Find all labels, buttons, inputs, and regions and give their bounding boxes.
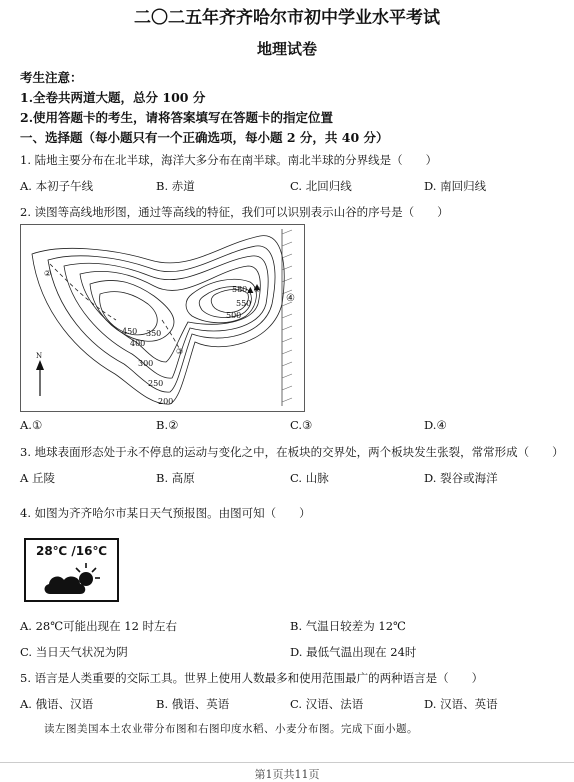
contour-label-350: 350 xyxy=(146,329,162,338)
marker-2: ② xyxy=(44,269,52,278)
option-d: D. 最低气温出现在 24时 xyxy=(290,645,417,659)
marker-3: ③ xyxy=(176,347,184,356)
option-d: D. 汉语、英语 xyxy=(424,697,498,711)
option-c: C. 当日天气状况为阴 xyxy=(20,645,128,659)
option-a: A 丘陵 xyxy=(20,471,55,485)
map-edge-hatching xyxy=(282,230,292,402)
option-a: A. 俄语、汉语 xyxy=(20,697,94,711)
option-a: A. 本初子午线 xyxy=(20,179,94,193)
option-b: B. 气温日较差为 12℃ xyxy=(290,619,406,633)
contour-map xyxy=(20,224,305,412)
option-d: D. 南回归线 xyxy=(424,179,487,193)
footer-divider xyxy=(0,762,574,763)
partly-cloudy-icon xyxy=(26,560,117,600)
option-c: C. 汉语、法语 xyxy=(290,697,364,711)
notice-rule: 2.使用答题卡的考生，请将答案填写在答题卡的指定位置 xyxy=(20,110,334,125)
reading-intro: 读左图美国本土农业带分布图和右图印度水稻、小麦分布图。完成下面小题。 xyxy=(44,723,418,735)
option-a: A. 28℃可能出现在 12 时左右 xyxy=(20,619,178,633)
option-c: C. 山脉 xyxy=(290,471,329,485)
contour-label-200: 200 xyxy=(158,397,174,406)
marker-4: ④ xyxy=(286,293,295,304)
question-stem: 4. 如图为齐齐哈尔市某日天气预报图。由图可知（ ） xyxy=(20,506,311,520)
contour-label-400: 400 xyxy=(130,339,146,348)
page-number: 第1页共11页 xyxy=(254,768,320,781)
section-heading: 一、选择题（每小题只有一个正确选项，每小题 2 分，共 40 分） xyxy=(20,130,389,145)
option-b: B. 俄语、英语 xyxy=(156,697,230,711)
contour-label-300: 300 xyxy=(138,359,154,368)
contour-label-550: 550 xyxy=(236,299,252,308)
option-a: A.① xyxy=(20,418,43,432)
option-c: C. 北回归线 xyxy=(290,179,352,193)
option-b: B.② xyxy=(156,418,179,432)
contour-label-450: 450 xyxy=(122,327,138,336)
notice-rule: 1.全卷共两道大题，总分 100 分 xyxy=(20,90,206,105)
paper-subtitle: 地理试卷 xyxy=(256,40,317,58)
question-stem: 5. 语言是人类重要的交际工具。世界上使用人数最多和使用范围最广的两种语言是（ ） xyxy=(20,671,484,685)
option-b: B. 高原 xyxy=(156,471,195,485)
notice-heading: 考生注意： xyxy=(20,70,83,85)
temperature-range: 28℃ /16℃ xyxy=(35,544,108,558)
contour-label-500: 500 xyxy=(226,311,242,320)
question-stem: 1. 陆地主要分布在北半球，海洋大多分布在南半球。南北半球的分界线是（ ） xyxy=(20,153,438,167)
option-c: C.③ xyxy=(290,418,313,432)
question-stem: 3. 地球表面形态处于永不停息的运动与变化之中，在板块的交界处，两个板块发生张裂，常常形成（ ） xyxy=(20,445,564,459)
option-d: D. 裂谷或海洋 xyxy=(424,471,498,485)
question-stem: 2. 读图等高线地形图，通过等高线的特征，我们可以识别表示山谷的序号是（ ） xyxy=(20,205,449,219)
contour-label-250: 250 xyxy=(148,379,164,388)
option-d: D.④ xyxy=(424,418,447,432)
weather-forecast-card xyxy=(24,538,119,602)
valley-dashed xyxy=(162,320,180,350)
exam-title: 二〇二五年齐齐哈尔市初中学业水平考试 xyxy=(134,8,440,28)
north-label: N xyxy=(36,352,43,360)
option-b: B. 赤道 xyxy=(156,179,195,193)
peak-label: 580▲① xyxy=(232,285,261,294)
